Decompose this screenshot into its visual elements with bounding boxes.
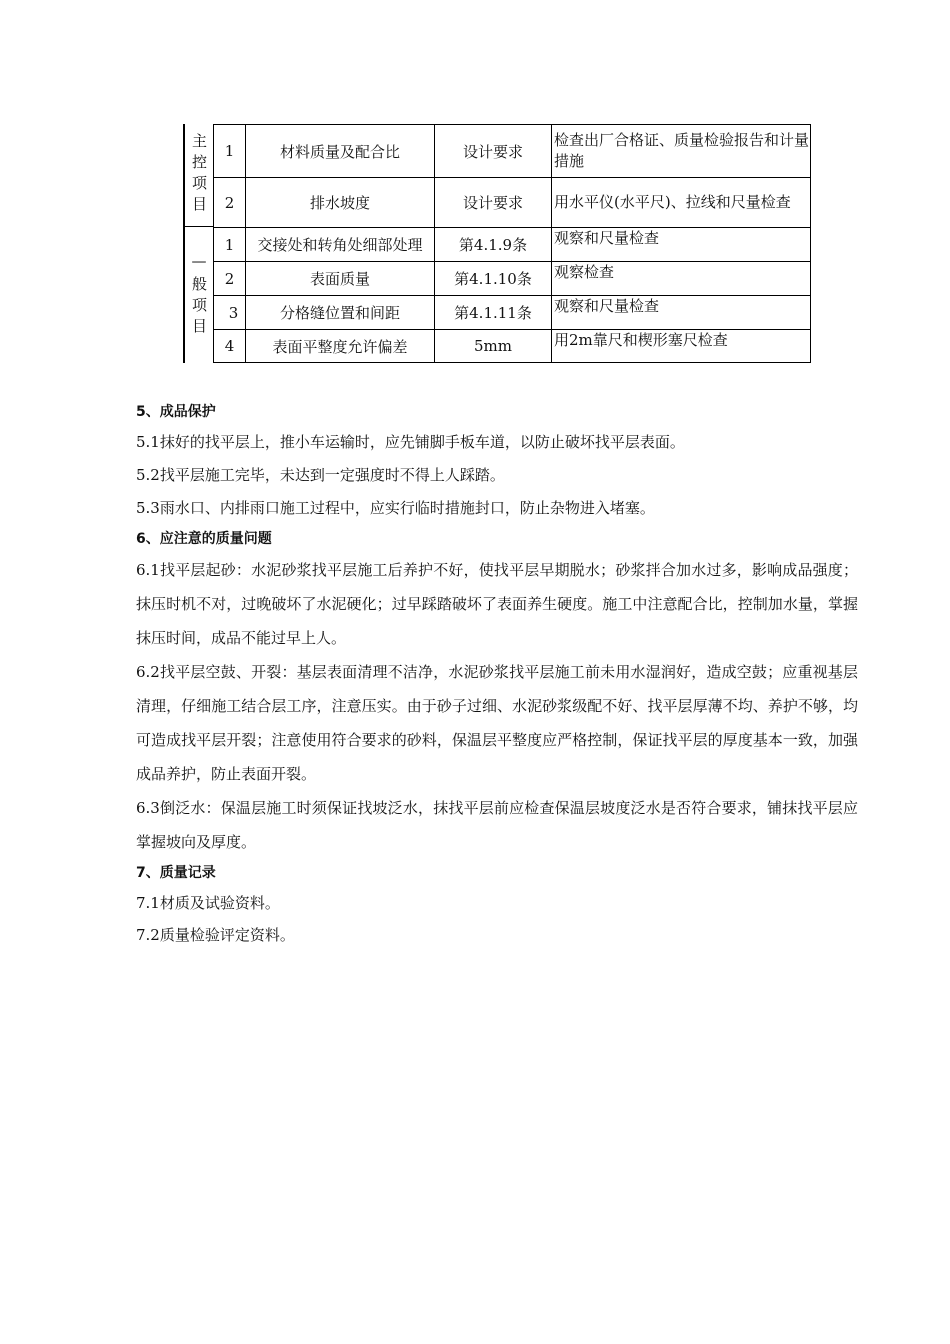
table-row-3-standard: 第4.1.9条 (434, 227, 552, 262)
section-6-heading: 6、应注意的质量问题 (136, 531, 272, 547)
table-row-4-standard: 第4.1.10条 (434, 261, 552, 296)
table-row-6-item: 表面平整度允许偏差 (245, 329, 435, 363)
general-label: —般项目 (190, 251, 208, 339)
table-row-2-no: 2 (213, 177, 246, 228)
inspection-table (183, 124, 811, 363)
paragraph-7-1: 7.1材质及试验资料。 (136, 894, 280, 912)
table-row-5-item: 分格缝位置和间距 (245, 295, 435, 330)
paragraph-6-1: 6.1找平层起砂：水泥砂浆找平层施工后养护不好，使找平层早期脱水；砂浆拌合加水过多，影响成品强度；抹压时机不对，过晚破坏了水泥硬化；过早踩踏破坏了表面养生硬度。施工中注意配合比，控制加水量，掌握抹压时间，成品不能过早上人。 (136, 561, 858, 647)
section-5 (136, 398, 858, 951)
table-row-1-item: 材料质量及配合比 (245, 124, 435, 178)
table-row-4-item: 表面质量 (245, 261, 435, 296)
main-control-label: 主控项目 (190, 133, 208, 217)
main-control-group (183, 124, 213, 227)
paragraph-6-3: 6.3倒泛水：保温层施工时须保证找坡泛水，抹找平层前应检查保温层坡度泛水是否符合要求，铺抹找平层应掌握坡向及厚度。 (136, 799, 858, 851)
table-row-1-method: 检查出厂合格证、质量检验报告和计量措施 (551, 124, 811, 178)
table-row-3-no: 1 (213, 227, 246, 262)
table-row-6-method: 用2m靠尺和楔形塞尺检查 (551, 329, 811, 363)
table-row-5-no: 3 (213, 295, 246, 330)
table-row-1-no: 1 (213, 124, 246, 178)
paragraph-6-2: 6.2找平层空鼓、开裂：基层表面清理不洁净，水泥砂浆找平层施工前未用水湿润好，造成空鼓；应重视基层清理，仔细施工结合层工序，注意压实。由于砂子过细、水泥砂浆级配不好、找平层厚薄不均、养护不够，均可造成找平层开裂；注意使用符合要求的砂料，保温层平整度应严格控制，保证找平层的厚度基本一致，加强成品养护，防止表面开裂。 (136, 663, 858, 783)
table-row-4-method: 观察检查 (551, 261, 811, 296)
paragraph-5-3: 5.3雨水口、内排雨口施工过程中，应实行临时措施封口，防止杂物进入堵塞。 (136, 499, 655, 517)
table-row-5-standard: 第4.1.11条 (434, 295, 552, 330)
table-row-3-method: 观察和尺量检查 (551, 227, 811, 262)
table-row-1-standard: 设计要求 (434, 124, 552, 178)
paragraph-5-2: 5.2找平层施工完毕，未达到一定强度时不得上人踩踏。 (136, 466, 505, 484)
paragraph-7-2: 7.2质量检验评定资料。 (136, 926, 295, 944)
table-row-6-no: 4 (213, 329, 246, 363)
general-group (183, 227, 213, 363)
table-row-6-standard: 5mm (434, 329, 552, 363)
section-5-heading: 5、成品保护 (136, 404, 216, 420)
table-row-2-method: 用水平仪(水平尺)、拉线和尺量检查 (551, 177, 811, 228)
table-row-4-no: 2 (213, 261, 246, 296)
table-row-3-item: 交接处和转角处细部处理 (245, 227, 435, 262)
table-row-5-method: 观察和尺量检查 (551, 295, 811, 330)
paragraph-5-1: 5.1抹好的找平层上，推小车运输时，应先铺脚手板车道，以防止破坏找平层表面。 (136, 433, 685, 451)
section-7-heading: 7、质量记录 (136, 865, 216, 881)
table-row-2-standard: 设计要求 (434, 177, 552, 228)
table-row-2-item: 排水坡度 (245, 177, 435, 228)
